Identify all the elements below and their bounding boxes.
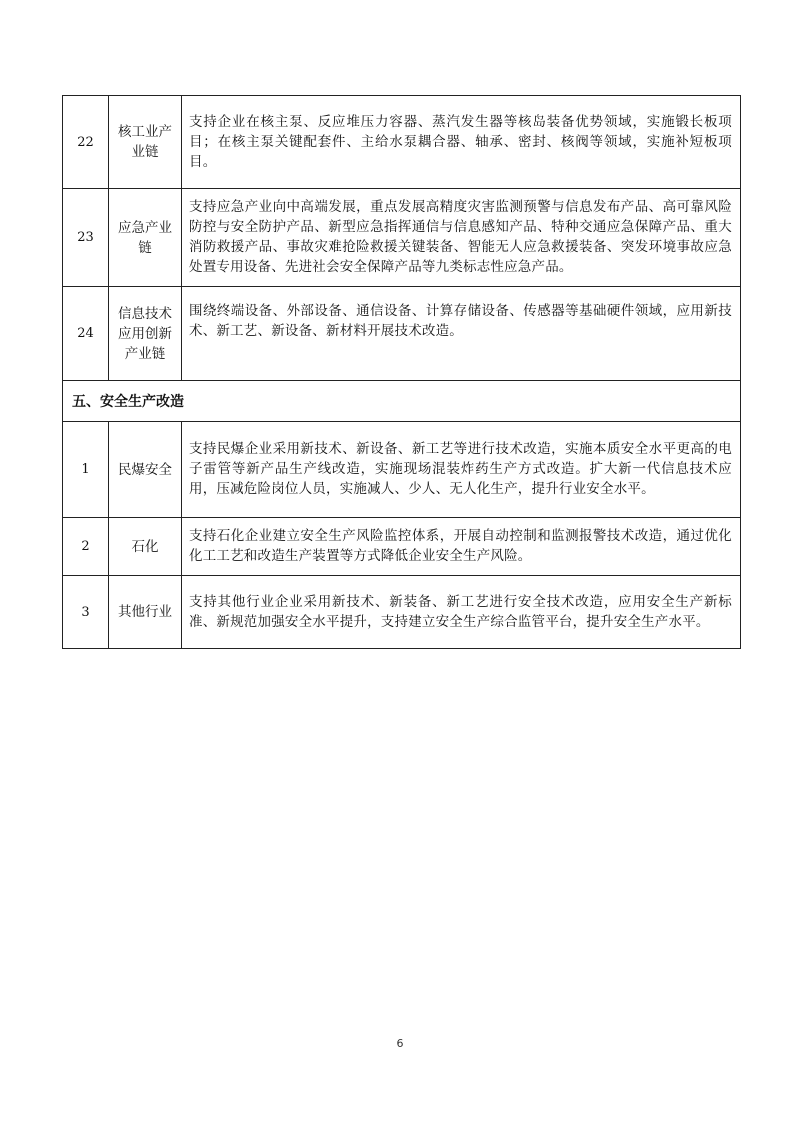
row-description: 围绕终端设备、外部设备、通信设备、计算存储设备、传感器等基础硬件领域，应用新技术、新工艺、新设备、新材料开展技术改造。 bbox=[182, 287, 741, 381]
row-number: 2 bbox=[63, 518, 109, 576]
row-name: 民爆安全 bbox=[109, 422, 182, 518]
row-number: 22 bbox=[63, 96, 109, 189]
table-row bbox=[63, 189, 741, 287]
industry-table bbox=[62, 95, 741, 649]
section-header-row bbox=[63, 381, 741, 422]
row-name: 核工业产业链 bbox=[109, 96, 182, 189]
table-row bbox=[63, 518, 741, 576]
row-description: 支持民爆企业采用新技术、新设备、新工艺等进行技术改造，实施本质安全水平更高的电子雷管等新产品生产线改造，实施现场混装炸药生产方式改造。扩大新一代信息技术应用，压减危险岗位人员，实施减人、少人、无人化生产，提升行业安全水平。 bbox=[182, 422, 741, 518]
table-row bbox=[63, 422, 741, 518]
row-number: 1 bbox=[63, 422, 109, 518]
row-description: 支持企业在核主泵、反应堆压力容器、蒸汽发生器等核岛装备优势领域，实施锻长板项目；在核主泵关键配套件、主给水泵耦合器、轴承、密封、核阀等领域，实施补短板项目。 bbox=[182, 96, 741, 189]
row-name: 应急产业链 bbox=[109, 189, 182, 287]
row-name: 其他行业 bbox=[109, 576, 182, 649]
row-description: 支持应急产业向中高端发展，重点发展高精度灾害监测预警与信息发布产品、高可靠风险防控与安全防护产品、新型应急指挥通信与信息感知产品、特种交通应急保障产品、重大消防救援产品、事故灾难抢险救援关键装备、智能无人应急救援装备、突发环境事故应急处置专用设备、先进社会安全保障产品等九类标志性应急产品。 bbox=[182, 189, 741, 287]
row-description: 支持其他行业企业采用新技术、新装备、新工艺进行安全技术改造，应用安全生产新标准、新规范加强安全水平提升，支持建立安全生产综合监管平台，提升安全生产水平。 bbox=[182, 576, 741, 649]
row-name: 石化 bbox=[109, 518, 182, 576]
row-number: 24 bbox=[63, 287, 109, 381]
section-title: 五、安全生产改造 bbox=[63, 381, 741, 422]
row-number: 3 bbox=[63, 576, 109, 649]
row-number: 23 bbox=[63, 189, 109, 287]
table-row bbox=[63, 576, 741, 649]
table-row bbox=[63, 287, 741, 381]
page-number: 6 bbox=[396, 1037, 404, 1050]
row-name: 信息技术应用创新产业链 bbox=[109, 287, 182, 381]
row-description: 支持石化企业建立安全生产风险监控体系，开展自动控制和监测报警技术改造，通过优化化工工艺和改造生产装置等方式降低企业安全生产风险。 bbox=[182, 518, 741, 576]
table-row bbox=[63, 96, 741, 189]
